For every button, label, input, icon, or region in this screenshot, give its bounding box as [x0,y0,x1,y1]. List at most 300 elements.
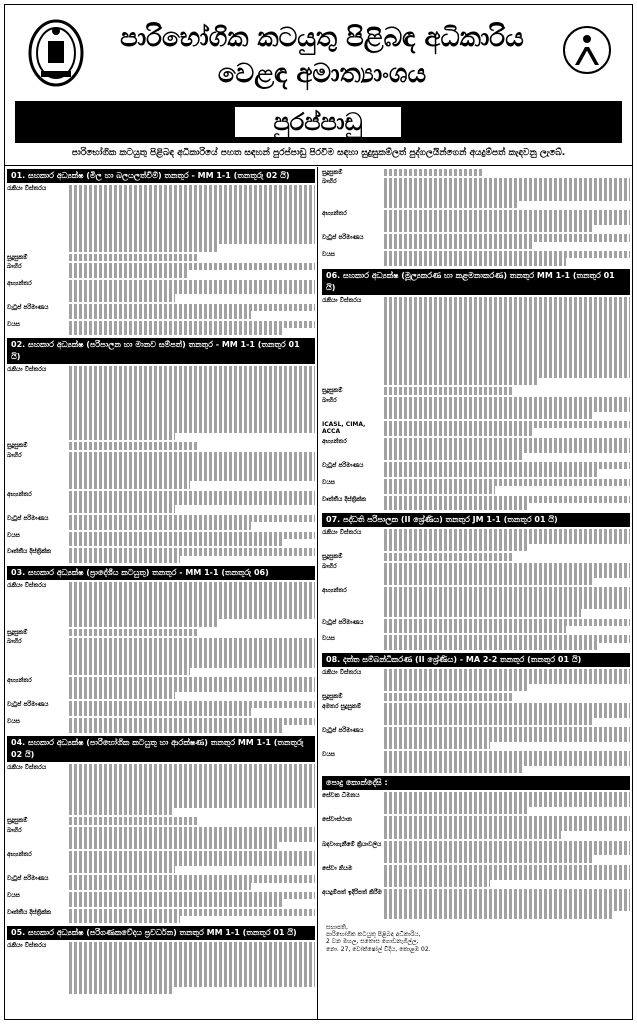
text-line [69,304,315,311]
text-line [69,950,315,957]
row-label: සුදුසුකම් [7,817,28,825]
contact-address [322,922,630,956]
text-line [384,896,630,903]
row-label: බාහිර [7,637,22,645]
section-row [7,942,315,994]
section-row [7,582,315,626]
section-row [7,548,315,563]
row-value [384,387,630,394]
text-line [384,816,630,823]
text-line [69,612,315,619]
section-row [7,817,315,824]
section-row [322,703,630,725]
text-line [69,875,315,882]
left-section [7,169,315,335]
row-label: වයස [7,717,20,725]
vacancy-notice [4,4,633,1020]
text-line [384,609,581,616]
text-line [69,899,283,906]
text-line [384,792,630,799]
text-line [69,883,251,890]
section-row [7,515,315,530]
row-value [69,321,315,336]
text-line [69,629,199,636]
row-value [69,718,315,733]
text-line [384,341,630,348]
text-line [384,311,630,318]
row-value [384,178,630,208]
text-line [69,909,315,916]
text-line [384,537,630,544]
text-line [69,793,315,800]
text-line [384,766,522,773]
text-line [384,412,593,419]
left-column [7,169,315,997]
section-row [322,619,630,634]
text-line [384,677,630,684]
text-line [384,727,630,734]
text-line [69,972,315,979]
row-value [69,701,315,716]
row-value [69,817,315,824]
section-row [7,366,315,440]
text-line [384,800,630,807]
text-line [69,684,315,691]
text-line [384,578,593,585]
text-line [69,389,315,396]
row-value [69,442,315,449]
section-row [322,587,630,617]
text-line [384,225,593,232]
text-line [69,858,315,865]
section-heading: 06. සහකාර අධ්‍යක්ෂ (මූල්‍යකරණ හා කළමනාකරණ) තනතුර MM 1-1 (තනතුර 01 යි) [322,269,630,295]
text-line [384,486,495,493]
text-line [69,965,315,972]
section-heading: 07. පද්ධති පරිපාලක (II ශ්‍රේණිය) තනතුර JM 1-1 (තනතුර 01 යි) [322,513,630,527]
row-label: රැකියා විස්තරය [7,366,47,374]
text-line [384,193,630,200]
text-line [384,445,630,452]
text-line [384,831,561,838]
row-label: අභ්‍යන්තර [322,587,347,595]
row-label: වයස [7,531,20,539]
row-value [384,703,630,725]
row-label: වයස [7,320,20,328]
row-value [69,254,315,261]
section-row [7,909,315,924]
right-section [322,169,630,266]
ministry-title: වෙළඳ අමාත්‍යාංශය [217,59,427,89]
text-line [384,210,630,217]
text-line [69,808,172,815]
section-row [7,701,315,716]
text-line [69,725,283,732]
text-line [384,684,529,691]
text-line [384,297,630,304]
section-row [7,532,315,547]
text-line [69,801,315,808]
right-section [322,653,630,773]
section-row [7,629,315,636]
row-label: රැකියා විස්තරය [7,763,47,771]
text-line [69,590,315,597]
row-label: වැටුප් පරිමාණය [7,701,49,709]
text-line [384,824,630,831]
text-line [384,693,514,700]
row-value [69,366,315,440]
text-line [384,626,566,633]
text-line [384,872,630,879]
row-value [384,693,630,700]
text-line [384,421,630,428]
section-row [322,889,630,919]
row-value [384,438,630,460]
row-value [69,582,315,626]
text-line [69,892,315,899]
text-line [384,503,527,510]
row-label: සුදුසුකම් [7,442,28,450]
section-row [7,875,315,890]
text-line [69,381,315,388]
row-value [384,792,630,814]
text-line [69,916,180,923]
text-line [69,287,315,294]
row-value [69,875,315,890]
text-line [69,270,187,277]
section-row [7,442,315,449]
section-heading: 04. සහකාර අධ්‍යක්ෂ (පාරිභෝගික කටයුතු හා ආරක්ෂණ) තනතුර MM 1-1 (තනතුරු 02 යි) [7,736,315,762]
text-line [384,438,630,445]
text-line [69,418,315,425]
text-line [69,556,180,563]
row-value [384,210,630,232]
text-line [69,185,315,192]
text-line [384,619,630,626]
row-value [384,816,630,838]
section-row [322,169,630,176]
row-label: වෘත්තීය දිස්ත්‍රික්ක [7,908,52,916]
text-line [384,496,630,503]
row-value [384,234,630,249]
text-line [69,467,315,474]
row-label: අභ්‍යන්තර [7,676,32,684]
text-line [384,217,630,224]
row-label: රැකියා විස්තරය [7,185,47,192]
text-line [69,817,199,824]
row-value [384,397,630,419]
section-row [322,462,630,477]
text-line [384,334,630,341]
text-line [69,491,315,498]
text-line [384,855,593,862]
text-line [384,387,514,394]
text-line [69,619,217,626]
row-value [384,635,630,650]
row-label: වැටුප් පරිමාණය [322,461,364,469]
row-label: රැකියා විස්තරය [7,582,47,590]
row-label: වයස [322,250,335,258]
row-value [69,532,315,547]
right-section [322,776,630,918]
row-label: රැකියා විස්තරය [322,669,362,677]
section-row [7,254,315,261]
row-label: රැකියා විස්තරය [322,529,362,537]
section-row [7,321,315,336]
text-line [69,321,315,328]
text-line [69,771,315,778]
section-row [322,178,630,208]
row-value [69,491,315,513]
row-label: රැකියා විස්තරය [7,942,47,950]
text-line [69,229,315,236]
left-section [7,566,315,732]
section-row [7,764,315,816]
text-line [69,668,190,675]
row-label: අභ්‍යන්තර [322,437,347,445]
text-line [69,280,315,287]
row-value [69,909,315,924]
text-line [69,515,315,522]
text-line [69,827,315,834]
left-section [7,338,315,563]
text-line [69,638,315,645]
address-line: සභාපති, [326,923,348,931]
text-line [384,635,630,642]
right-section [322,269,630,511]
row-label: සුදුසුකම් [7,628,28,636]
section-row [322,816,630,838]
text-line [69,481,190,488]
row-label: වයස [7,891,20,899]
header [5,5,632,97]
text-line [69,374,315,381]
row-label: සුදුසුකම් [322,693,343,701]
row-value [384,169,630,176]
section-row [322,841,630,863]
row-label: වැටුප් පරිමාණය [7,514,49,522]
section-heading: 02. සහකාර අධ්‍යක්ෂ (පරිපාලන හා මානව සම්පත්) තනතුර - MM 1-1 (තනතුර 01 යි) [7,338,315,364]
row-value [69,548,315,563]
row-label: සුදුසුකම් [7,253,28,261]
section-row [322,438,630,460]
row-value [384,619,630,634]
text-line [384,904,630,911]
section-row [7,280,315,302]
text-line [384,479,630,486]
text-line [69,459,315,466]
row-label: අභ්‍යන්තර [7,490,32,498]
section-row [322,529,630,551]
row-label: වැටුප් පරිමාණය [7,875,49,883]
row-label: සේවාස්ථාන [322,816,352,824]
text-line [69,677,315,684]
row-value [69,629,315,636]
row-label: වයස [322,635,335,643]
section-row [322,479,630,494]
row-value [384,587,630,617]
row-value [384,297,630,386]
text-line [69,842,278,849]
text-line [69,237,315,244]
row-label: බාහිර [7,451,22,459]
section-heading: 01. සහකාර අධ්‍යක්ෂ (මිල හා බලයලත්වීම්) තනතුර - MM 1-1 (තනතුරු 02 යි) [7,169,315,183]
text-line [69,294,175,301]
row-label: වැටුප් පරිමාණය [7,303,49,311]
row-value [384,421,630,436]
section-row [7,827,315,849]
text-line [384,587,630,594]
section-row [322,751,630,773]
text-line [69,474,315,481]
authority-title: පාරිභෝගික කටයුතු පිළිබඳ අධිකාරිය [120,23,524,53]
section-heading: 03. සහකාර අධ්‍යක්ෂ (ප්‍රාදේශීය කටයුතු) තනතුර - MM 1-1 (තනතුරු 06) [7,566,315,580]
row-value [384,479,630,494]
text-line [384,242,534,249]
banner [15,101,622,143]
text-line [69,396,315,403]
text-line [384,462,630,469]
text-line [384,371,630,378]
row-value [384,889,630,919]
section-row [7,892,315,907]
text-line [384,553,514,560]
text-line [69,254,199,261]
row-label: අයදුම්පත් ඉදිරිපත් කිරීම [322,888,382,896]
text-line [69,539,283,546]
row-value [384,563,630,585]
text-line [69,505,175,512]
text-line [69,200,315,207]
text-line [384,201,517,208]
text-line [69,942,315,949]
text-line [69,653,315,660]
section-row [7,491,315,513]
text-line [384,428,534,435]
text-line [384,594,630,601]
row-value [384,529,630,551]
text-line [384,602,630,609]
text-line [384,404,630,411]
row-label: බාහිර [7,262,22,270]
text-line [69,433,175,440]
left-section [7,926,315,994]
text-line [384,751,630,758]
row-label: අමතර සුදුසුකම් [322,702,362,710]
text-line [384,865,630,872]
section-row [7,638,315,675]
row-value [69,851,315,873]
text-line [384,378,537,385]
text-line [384,304,630,311]
left-section [7,736,315,924]
text-line [384,669,630,676]
text-line [384,889,630,896]
text-line [384,758,630,765]
row-label: අභ්‍යන්තර [7,279,32,287]
row-value [69,304,315,319]
text-line [69,604,315,611]
section-row [322,693,630,700]
row-label: බාහිර [322,562,337,570]
section-row [322,421,630,436]
column-divider [317,167,318,1019]
text-line [384,251,630,258]
text-line [384,529,630,536]
text-line [69,597,315,604]
text-line [384,703,630,710]
text-line [384,807,529,814]
text-line [384,848,630,855]
address-line: පාරිභෝගික කටයුතු පිළිබඳ අධිකාරිය, [326,930,421,938]
row-label: බාහිර [7,826,22,834]
section-row [7,851,315,873]
row-label: බාහිර [322,178,337,186]
row-label: සේවා නියම [322,864,353,872]
text-line [69,866,175,873]
text-line [69,411,315,418]
text-line [384,563,630,570]
section-heading: 05. සහකාර අධ්‍යක්ෂ (පරිගණකවේදය ප්‍රවර්ධන) තනතුර MM 1-1 (තනතුර 01 යි) [7,926,315,940]
row-value [69,827,315,849]
text-line [69,979,315,986]
text-line [69,701,315,708]
text-line [69,452,315,459]
row-value [69,892,315,907]
text-line [69,366,315,373]
row-label: වෘත්තීය දිස්ත්‍රික්ක [7,548,52,556]
row-value [384,251,630,266]
text-line [69,192,315,199]
row-value [69,764,315,816]
text-line [384,570,630,577]
text-line [69,834,315,841]
text-line [69,718,315,725]
section-row [7,677,315,699]
row-value [69,185,315,252]
text-line [69,442,199,449]
text-line [69,215,315,222]
row-value [384,462,630,477]
section-row [322,563,630,585]
row-label: සුදුසුකම් [322,553,343,561]
text-line [384,841,630,848]
text-line [384,643,598,650]
row-label: සුදුසුකම් [322,387,343,395]
section-row [322,727,630,749]
text-line [384,742,490,749]
row-label: ICASL, CIMA, ACCA [322,420,366,436]
text-line [384,544,529,551]
row-label: සේවක ධිමනය [322,792,360,800]
text-line [384,356,630,363]
text-line [384,326,630,333]
row-label: වයස [322,478,335,486]
text-line [69,957,315,964]
section-row [7,185,315,252]
text-line [69,207,315,214]
text-line [384,880,490,887]
section-row [322,297,630,386]
text-line [384,319,630,326]
row-value [384,751,630,773]
section-row [7,718,315,733]
section-row [322,865,630,887]
text-line [69,692,175,699]
row-label: සුදුසුකම් [322,169,343,176]
text-line [69,426,315,433]
section-heading: 08. දත්ත සම්බන්ධීකරණ (II ශ්‍රේණිය) - MA 2-2 තනතුර (තනතුර 01 යි) [322,653,630,667]
section-row [322,397,630,419]
